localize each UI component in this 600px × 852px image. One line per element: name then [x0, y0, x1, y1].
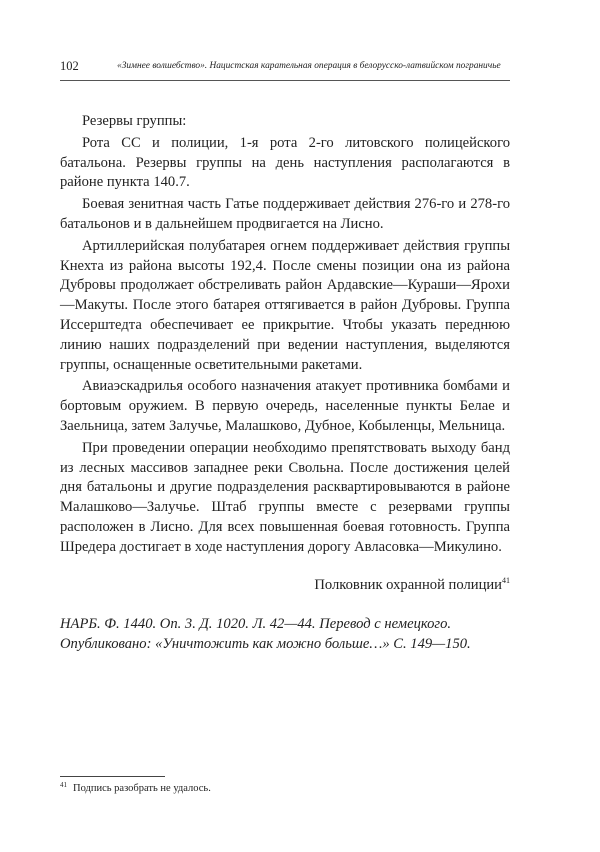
page-number: 102 — [60, 59, 79, 73]
archival-source: НАРБ. Ф. 1440. Оп. 3. Д. 1020. Л. 42—44. Перевод с немецкого. Опубликовано: «Уничтожить как можно больше…» С. 149—150. — [60, 616, 471, 653]
header-rule — [60, 80, 510, 81]
footnote-rule — [60, 776, 165, 777]
page-header — [60, 56, 510, 76]
paragraph-flak: Боевая зенитная часть Гатье поддерживает действия 276-го и 278-го батальонов и в дальнейшем продвигается на Лисно. — [60, 196, 510, 232]
footnote-text: Подпись разобрать не удалось. — [73, 783, 211, 794]
paragraph-artillery: Артиллерийская полубатарея огнем поддерживает действия группы Кнехта из района высоты 192,4. После смены позиции она из района Дубровы продолжает обстреливать район Ардавские—Кураши—Ярохи—Макуты. После этого батарея оттягивается в район Дубровы. Группа Иссерштедта обеспечивает ее прикрытие. Чтобы указать переднюю линию наших подразделений при ведении наступления, выделяются группы, оснащенные осветительными ракетами. — [60, 237, 510, 373]
signature-text: Полковник охранной полиции — [314, 576, 502, 593]
running-title: «Зимнее волшебство». Нацистская карательная операция в белорусско-латвийском пограничье — [117, 61, 501, 71]
main-text — [60, 112, 510, 670]
signature-footnote-ref: 41 — [502, 575, 510, 585]
paragraph-aviation: Авиаэскадрилья особого назначения атакует противника бомбами и бортовым оружием. В первую очередь, населенные пункты Белае и Заельница, затем Залучье, Малашково, Дубное, Кобыленцы, Мельница. — [60, 378, 510, 434]
footnote — [60, 782, 211, 796]
signature — [60, 576, 510, 596]
paragraph-reserves-heading: Резервы группы: — [82, 113, 187, 129]
paragraph-operation: При проведении операции необходимо препятствовать выходу банд из лесных массивов западнее реки Свольна. После достижения целей дня батальоны и другие подразделения расквартировываются в районе Малашково—Залучье. Штаб группы вместе с резервами группы расположен в Лисно. Для всех повышенная боевая готовность. Группа Шредера достигает в ходе наступления дорогу Авласовка—Микулино. — [60, 439, 510, 555]
footnote-number: 41 — [60, 780, 67, 789]
paragraph-reserves: Рота СС и полиции, 1-я рота 2-го литовского полицейского батальона. Резервы группы на день наступления располагаются в районе пункта 140.7. — [60, 134, 510, 191]
